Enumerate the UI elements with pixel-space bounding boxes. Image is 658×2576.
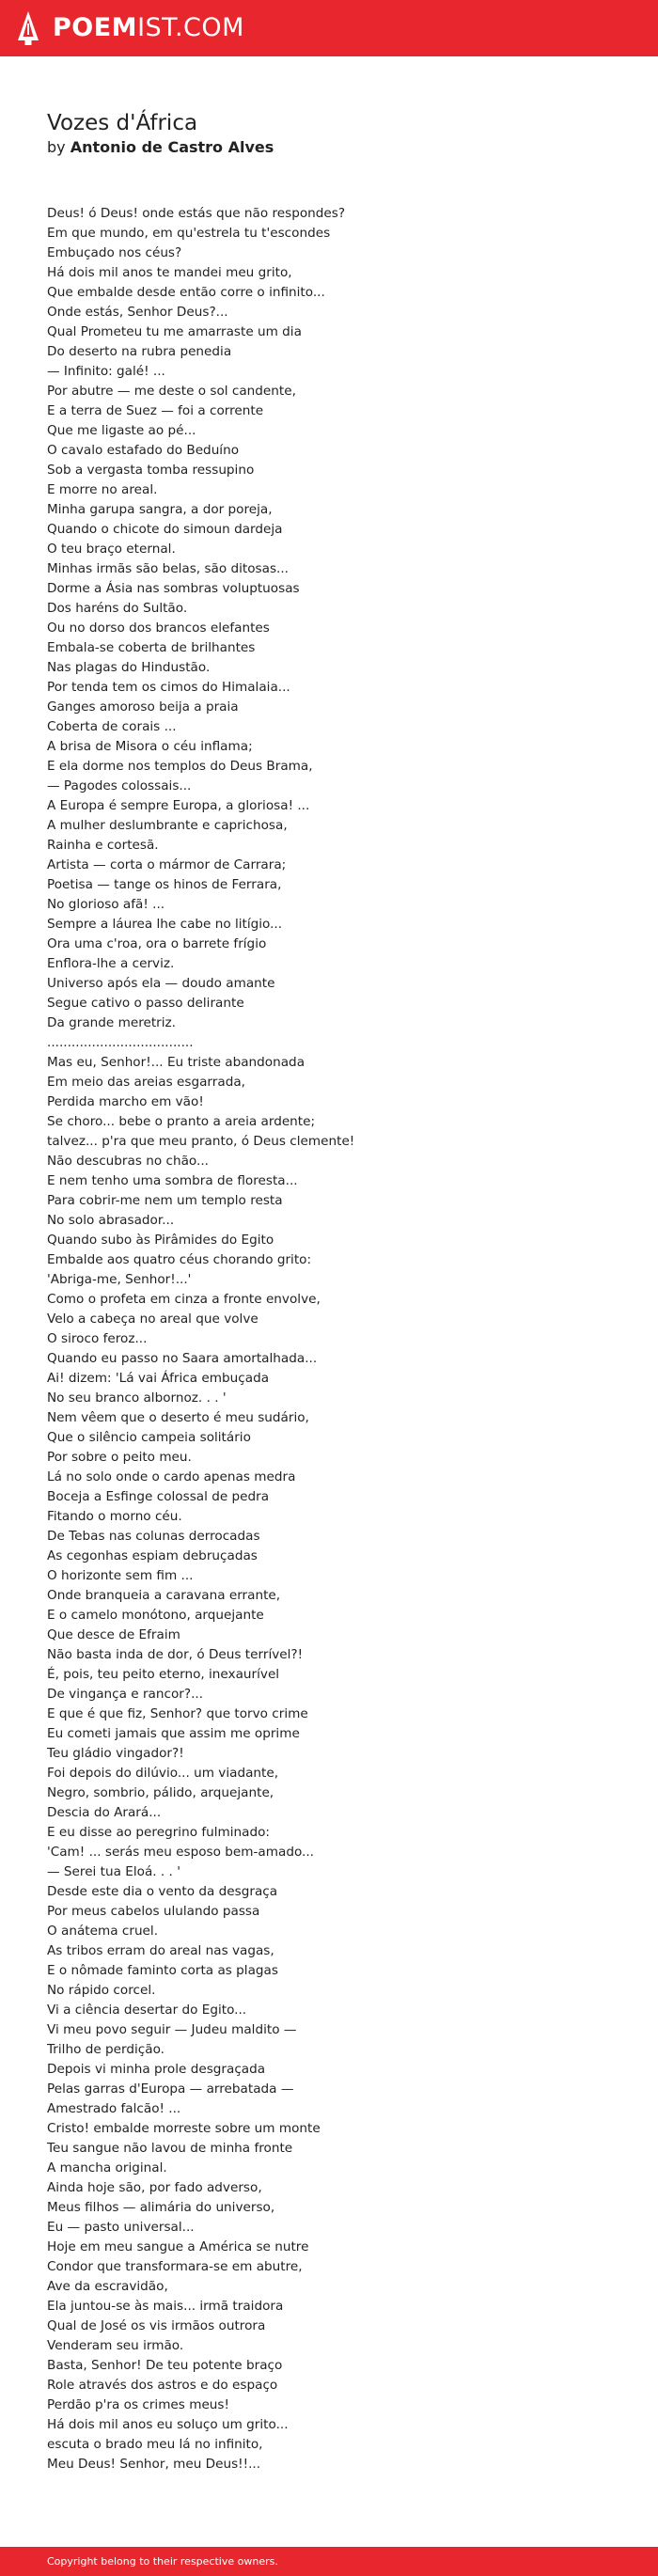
poem-line: Em meio das areias esgarrada,: [47, 1075, 245, 1090]
poem-line: No glorioso afã! ...: [47, 897, 165, 912]
poem-line: A mulher deslumbrante e caprichosa,: [47, 818, 288, 833]
poem-line: Há dois mil anos eu soluço um grito...: [47, 2417, 289, 2432]
copyright-notice: Copyright belong to their respective owners.: [47, 2555, 278, 2568]
poem-line: Sempre a láurea lhe cabe no litígio...: [47, 917, 283, 932]
poem-line: Eu cometi jamais que assim me oprime: [47, 1726, 300, 1741]
poem-line: O teu braço eternal.: [47, 542, 176, 557]
poem-line: Meu Deus! Senhor, meu Deus!!...: [47, 2457, 261, 2472]
poem-line: Poetisa — tange os hinos de Ferrara,: [47, 877, 282, 892]
poem-line: Ela juntou-se às mais... irmã traidora: [47, 2299, 284, 2314]
poem-line: talvez... p'ra que meu pranto, ó Deus clemente!: [47, 1134, 355, 1149]
poem-line: Condor que transformara-se em abutre,: [47, 2259, 303, 2274]
poem-line: Sob a vergasta tomba ressupino: [47, 463, 255, 478]
poem-line: Deus! ó Deus! onde estás que não respondes?: [47, 206, 346, 221]
poem-body: [47, 204, 630, 2474]
poem-line: Mas eu, Senhor!... Eu triste abandonada: [47, 1055, 306, 1070]
poem-line: Que desce de Efraim: [47, 1627, 180, 1642]
poem-line: Como o profeta em cinza a fronte envolve,: [47, 1292, 321, 1307]
poem-line: Pelas garras d'Europa — arrebatada —: [47, 2081, 294, 2097]
poem-line: E eu disse ao peregrino fulminado:: [47, 1825, 270, 1840]
poem-line: Do deserto na rubra penedia: [47, 344, 232, 359]
poem-line: Vi meu povo seguir — Judeu maldito —: [47, 2022, 297, 2037]
poem-line: O horizonte sem fim ...: [47, 1568, 194, 1583]
poem-line: Basta, Senhor! De teu potente braço: [47, 2358, 283, 2373]
poem-line: Enflora-lhe a cerviz.: [47, 956, 175, 971]
poem-line: Universo após ela — doudo amante: [47, 976, 275, 991]
poem-line: E a terra de Suez — foi a corrente: [47, 403, 264, 418]
poem-line: Nem vêem que o deserto é meu sudário,: [47, 1410, 309, 1425]
poem-line: Vi a ciência desertar do Egito...: [47, 2003, 247, 2018]
poem-line: — Serei tua Eloá. . . ': [47, 1864, 180, 1879]
poem-line: Em que mundo, em qu'estrela tu t'escondes: [47, 226, 331, 241]
poem-line: Hoje em meu sangue a América se nutre: [47, 2239, 309, 2254]
poem-line: ....................................: [47, 1035, 194, 1050]
poem-line: Não descubras no chão...: [47, 1154, 209, 1169]
poem-line: Teu gládio vingador?!: [47, 1746, 184, 1761]
poem-line: Que embalde desde então corre o infinito...: [47, 285, 325, 300]
poem-line: No solo abrasador...: [47, 1213, 175, 1228]
poem-line: Dorme a Ásia nas sombras voluptuosas: [47, 581, 300, 596]
poem-line: Embuçado nos céus?: [47, 245, 182, 260]
poem-line: Onde estás, Senhor Deus?...: [47, 305, 228, 320]
pen-nib-icon: [17, 10, 39, 46]
poem-line: Qual de José os vis irmãos outrora: [47, 2318, 266, 2333]
site-header: [0, 0, 658, 56]
poem-line: Velo a cabeça no areal que volve: [47, 1312, 258, 1327]
poem-line: Qual Prometeu tu me amarraste um dia: [47, 324, 302, 339]
poem-line: — Infinito: galé! ...: [47, 364, 165, 379]
poem-line: escuta o brado meu lá no infinito,: [47, 2437, 263, 2452]
poem-line: Embalde aos quatro céus chorando grito:: [47, 1252, 312, 1267]
poem-line: Não basta inda de dor, ó Deus terrível?!: [47, 1647, 304, 1662]
site-logo-text: [53, 10, 244, 46]
poem-line: Segue cativo o passo delirante: [47, 996, 244, 1011]
poem-line: Trilho de perdição.: [47, 2042, 164, 2057]
logo-text-bold: POEM: [53, 13, 138, 42]
poem-title: Vozes d'África: [47, 111, 198, 135]
poem-line: Teu sangue não lavou de minha fronte: [47, 2141, 293, 2156]
poem-line: 'Cam! ... serás meu esposo bem-amado...: [47, 1845, 314, 1860]
poem-line: A Europa é sempre Europa, a gloriosa! ...: [47, 798, 310, 813]
poem-line: Quando subo às Pirâmides do Egito: [47, 1233, 274, 1248]
poem-line: O anátema cruel.: [47, 1924, 159, 1939]
poem-line: As cegonhas espiam debruçadas: [47, 1548, 258, 1563]
poem-line: Foi depois do dilúvio... um viadante,: [47, 1766, 279, 1781]
poem-line: Perdida marcho em vão!: [47, 1094, 204, 1109]
poem-line: O cavalo estafado do Beduíno: [47, 443, 240, 458]
poem-line: Minhas irmãs são belas, são ditosas...: [47, 561, 290, 576]
poem-line: Ai! dizem: 'Lá vai África embuçada: [47, 1371, 270, 1386]
poem-line: E o camelo monótono, arquejante: [47, 1608, 264, 1623]
poem-line: Ainda hoje são, por fado adverso,: [47, 2180, 262, 2195]
poem-line: Role através dos astros e do espaço: [47, 2378, 278, 2393]
poem-line: E que é que fiz, Senhor? que torvo crime: [47, 1706, 308, 1721]
poem-line: De vingança e rancor?...: [47, 1687, 204, 1702]
poem-line: E ela dorme nos templos do Deus Brama,: [47, 759, 313, 774]
poem-line: Nas plagas do Hindustão.: [47, 660, 211, 675]
poem-line: Cristo! embalde morreste sobre um monte: [47, 2121, 321, 2136]
poem-line: Que o silêncio campeia solitário: [47, 1430, 251, 1445]
poem-line: Negro, sombrio, pálido, arquejante,: [47, 1785, 274, 1800]
poem-line: Lá no solo onde o cardo apenas medra: [47, 1469, 296, 1484]
poem-line: No rápido corcel.: [47, 1983, 156, 1998]
poem-line: Ave da escravidão,: [47, 2279, 168, 2294]
poem-line: — Pagodes colossais...: [47, 778, 192, 793]
poem-line: Depois vi minha prole desgraçada: [47, 2062, 266, 2077]
poem-author[interactable]: Antonio de Castro Alves: [70, 138, 274, 156]
poem-line: Rainha e cortesã.: [47, 838, 159, 853]
poem-line: E o nômade faminto corta as plagas: [47, 1963, 278, 1978]
poem-line: No seu branco albornoz. . . ': [47, 1390, 227, 1406]
poem-line: Se choro... bebe o pranto a areia ardente;: [47, 1114, 316, 1129]
poem-line: Minha garupa sangra, a dor poreja,: [47, 502, 273, 517]
poem-line: Perdão p'ra os crimes meus!: [47, 2397, 229, 2412]
poem-line: Ganges amoroso beija a praia: [47, 699, 239, 715]
poem-line: Por meus cabelos ululando passa: [47, 1904, 260, 1919]
poem-line: Descia do Arará...: [47, 1805, 162, 1820]
poem-line: O siroco feroz...: [47, 1331, 148, 1346]
poem-line: Por sobre o peito meu.: [47, 1450, 192, 1465]
logo-text-light: IST.COM: [137, 13, 244, 42]
poem-line: Que me ligaste ao pé...: [47, 423, 196, 438]
poem-line: As tribos erram do areal nas vagas,: [47, 1943, 274, 1958]
poem-line: Meus filhos — alimária do universo,: [47, 2200, 275, 2215]
site-logo[interactable]: [17, 10, 244, 46]
poem-line: Desde este dia o vento da desgraça: [47, 1884, 278, 1899]
byline-prefix: by: [47, 138, 66, 156]
poem-line: Artista — corta o mármor de Carrara;: [47, 857, 287, 872]
poem-line: Coberta de corais ...: [47, 719, 177, 734]
poem-line: Onde branqueia a caravana errante,: [47, 1588, 281, 1603]
site-footer: [0, 2547, 658, 2576]
poem-line: Boceja a Esfinge colossal de pedra: [47, 1489, 270, 1504]
poem-line: Dos haréns do Sultão.: [47, 601, 188, 616]
poem-line: Por abutre — me deste o sol candente,: [47, 384, 296, 399]
poem-line: 'Abriga-me, Senhor!...': [47, 1272, 192, 1287]
poem-line: Há dois mil anos te mandei meu grito,: [47, 265, 292, 280]
poem-line: E nem tenho uma sombra de floresta...: [47, 1173, 298, 1188]
poem-line: Por tenda tem os cimos do Himalaia...: [47, 680, 290, 695]
poem-line: Embala-se coberta de brilhantes: [47, 640, 256, 655]
poem-line: E morre no areal.: [47, 482, 158, 497]
poem-line: A mancha original.: [47, 2160, 167, 2175]
poem-line: Ora uma c'roa, ora o barrete frígio: [47, 936, 267, 951]
poem-line: Para cobrir-me nem um templo resta: [47, 1193, 283, 1208]
poem-line: De Tebas nas colunas derrocadas: [47, 1529, 260, 1544]
poem-line: Quando eu passo no Saara amortalhada...: [47, 1351, 318, 1366]
poem-line: Quando o chicote do simoun dardeja: [47, 522, 283, 537]
poem-line: Eu — pasto universal...: [47, 2220, 195, 2235]
poem-line: Venderam seu irmão.: [47, 2338, 184, 2353]
poem-line: Fitando o morno céu.: [47, 1509, 182, 1524]
poem-line: É, pois, teu peito eterno, inexaurível: [47, 1667, 280, 1682]
poem-line: Amestrado falcão! ...: [47, 2101, 181, 2116]
poem-line: Da grande meretriz.: [47, 1015, 177, 1030]
poem-line: Ou no dorso dos brancos elefantes: [47, 620, 270, 636]
poem-line: A brisa de Misora o céu inflama;: [47, 739, 253, 754]
poem-byline: [47, 137, 274, 158]
